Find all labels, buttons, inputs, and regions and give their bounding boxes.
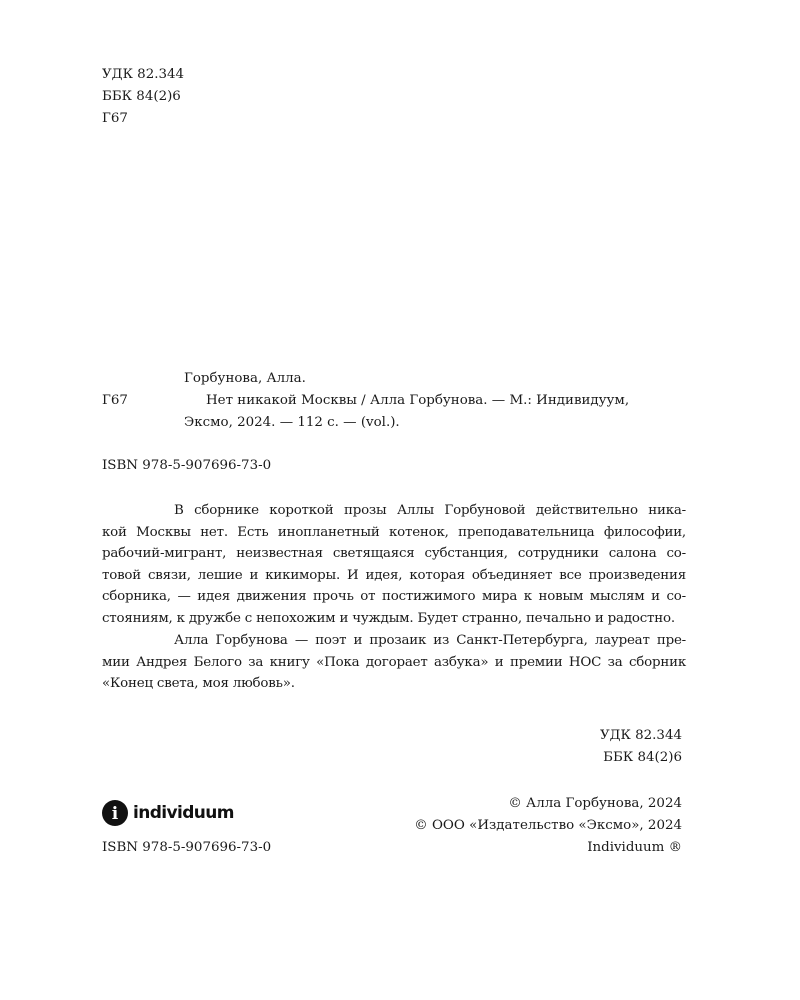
logo-wordmark: individuum xyxy=(133,803,234,823)
udk-code: УДК 82.344 xyxy=(102,67,185,82)
catalog-author: Горбунова, Алла. xyxy=(184,371,306,386)
copyright-author: © Алла Горбунова, 2024 xyxy=(508,796,682,811)
bbk-code: ББК 84(2)6 xyxy=(102,89,181,104)
annotation-line: мии Андрея Белого за книгу «Пока догорает азбука» и премии НОС за сборник xyxy=(102,654,686,670)
annotation-line: Алла Горбунова — поэт и прозаик из Санкт-Петербурга, лауреат пре- xyxy=(174,633,686,648)
copyright-publisher: © ООО «Издательство «Эксмо», 2024 xyxy=(414,818,682,833)
annotation-line: кой Москвы нет. Есть инопланетный котенок, преподавательница философии, xyxy=(102,524,686,540)
catalog-publisher: Эксмо, 2024. — 112 с. — (vol.). xyxy=(184,415,400,430)
publisher-logo xyxy=(102,800,234,826)
catalog-mark: Г67 xyxy=(102,393,128,408)
annotation-paragraph-1 xyxy=(102,500,686,630)
annotation-line: сборника, — идея движения прочь от постижимого мира к новым мыслям и со- xyxy=(102,589,686,605)
footer-bbk: ББК 84(2)6 xyxy=(603,750,682,765)
annotation-line: В сборнике короткой прозы Аллы Горбуновой действительно ника- xyxy=(174,503,686,518)
annotation-line: товой связи, лешие и кикиморы. И идея, которая объединяет все произведения xyxy=(102,567,686,583)
footer-isbn: ISBN 978-5-907696-73-0 xyxy=(102,840,272,855)
annotation-paragraph-2 xyxy=(102,630,686,695)
info-circle-icon xyxy=(102,800,128,826)
footer-udk: УДК 82.344 xyxy=(599,728,682,743)
catalog-isbn: ISBN 978-5-907696-73-0 xyxy=(102,458,272,473)
logo-letter: i xyxy=(111,804,119,824)
header-codes xyxy=(102,64,184,130)
catalog-title: Нет никакой Москвы / Алла Горбунова. — М.: Индивидуум, xyxy=(206,393,630,408)
annotation-line: стояниям, к дружбе с непохожим и чуждым. Будет странно, печально и радостно. xyxy=(102,610,675,626)
annotation-line: «Конец света, моя любовь». xyxy=(102,676,295,692)
trademark: Individuum ® xyxy=(587,840,682,855)
annotation-line: рабочий-мигрант, неизвестная светящаяся субстанция, сотрудники салона со- xyxy=(102,546,686,562)
author-mark: Г67 xyxy=(102,111,128,126)
